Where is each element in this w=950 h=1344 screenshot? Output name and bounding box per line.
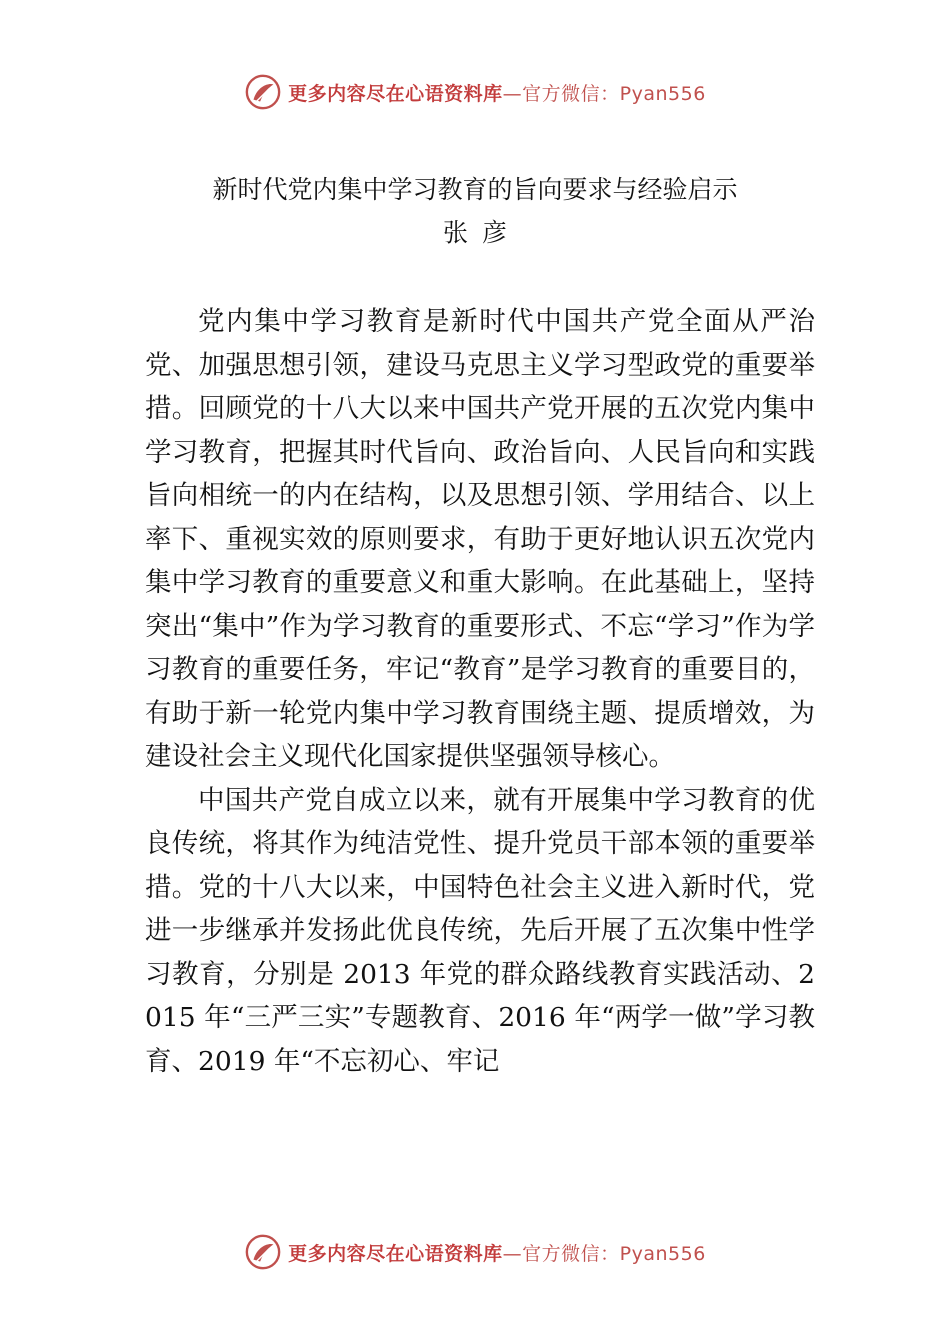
header-watermark: [0, 70, 950, 114]
document-title: 新时代党内集中学习教育的旨向要求与经验启示: [212, 175, 738, 204]
brand-logo-icon: [244, 1233, 282, 1271]
paragraph: 中国共产党自成立以来，就有开展集中学习教育的优良传统，将其作为纯洁党性、提升党员干部本领的重要举措。党的十八大以来，中国特色社会主义进入新时代，党进一步继承并发扬此优良传统，先后开展了五次集中性学习教育，分别是 2013 年党的群众路线教育实践活动、2015 年“三严三实”专题教育、2016 年“两学一做”学习教育、2019 年“不忘初心、牢记: [145, 784, 815, 1077]
document-body: [145, 300, 815, 1083]
document-author: 张彦: [442, 218, 521, 247]
watermark-text: 更多内容尽在心语资料库—官方微信：Pyan556: [288, 82, 706, 105]
footer-watermark: [0, 1230, 950, 1274]
brand-logo-icon: [244, 73, 282, 111]
paragraph: 党内集中学习教育是新时代中国共产党全面从严治党、加强思想引领，建设马克思主义学习型政党的重要举措。回顾党的十八大以来中国共产党开展的五次党内集中学习教育，把握其时代旨向、政治旨向、人民旨向和实践旨向相统一的内在结构，以及思想引领、学用结合、以上率下、重视实效的原则要求，有助于更好地认识五次党内集中学习教育的重要意义和重大影响。在此基础上，坚持突出“集中”作为学习教育的重要形式、不忘“学习”作为学习教育的重要任务，牢记“教育”是学习教育的重要目的，有助于新一轮党内集中学习教育围绕主题、提质增效，为建设社会主义现代化国家提供坚强领导核心。: [145, 306, 815, 772]
watermark-text: 更多内容尽在心语资料库—官方微信：Pyan556: [288, 1242, 706, 1265]
